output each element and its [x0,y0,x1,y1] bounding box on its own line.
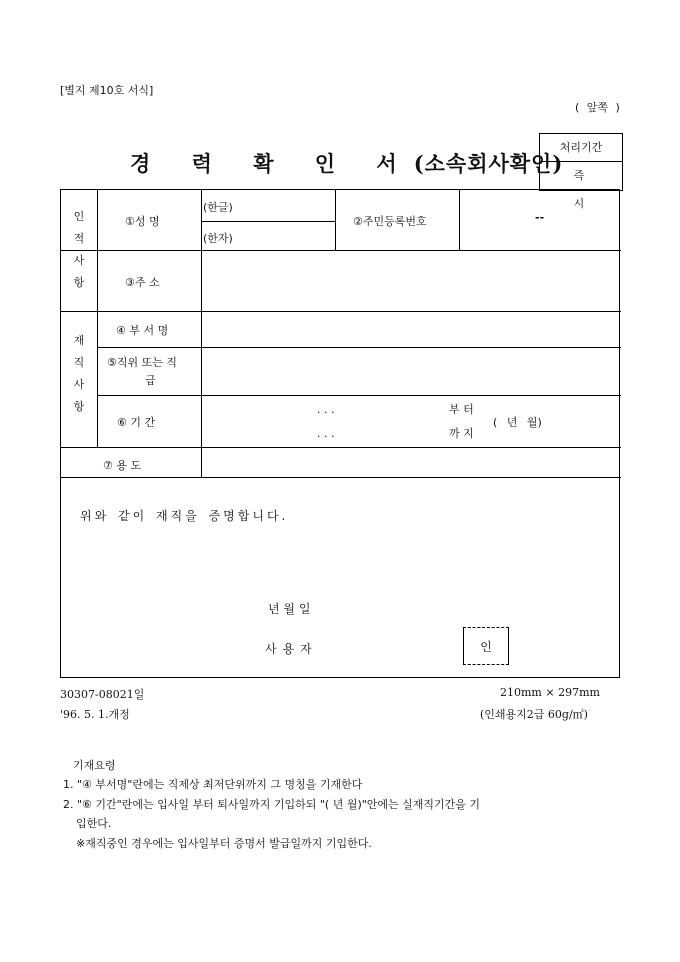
issue-date-line[interactable]: 년 월 일 [268,602,311,616]
period-to-label: 까 지 [449,427,474,440]
col-line [459,190,460,250]
title-main: 경 력 확 인 서 [130,151,414,176]
certification-text: 위와 같이 재직을 증명합니다. [80,509,289,523]
notes-heading: 기재요령 [73,759,116,772]
form-code: 30307-08021일 [60,688,145,701]
resident-number-label: ②주민등록번호 [353,215,427,228]
note-item: ※재직중인 경우에는 입사일부터 증명서 발급일까지 기입한다. [76,837,372,850]
user-label: 사용자 [265,642,318,656]
row-line [61,447,621,448]
page-title [130,148,563,178]
processing-period-label: 처리기간 [540,134,622,162]
paper-size: 210mm × 297mm [500,686,600,699]
row-line [97,395,621,396]
name-divider [201,221,335,222]
employment-section-label: 재 직 사 항 [73,334,85,413]
seal-label: 인 [480,640,492,654]
address-label: ③주 소 [125,276,160,289]
col-line [97,190,98,447]
paper-spec: (인쇄용지2급 60g/㎡) [480,708,588,721]
position-label-cont: 급 [145,374,156,387]
period-from-label: 부 터 [449,403,474,416]
name-label: ①성 명 [125,215,160,228]
name-hanja-field[interactable]: (한자) [203,232,233,245]
period-duration[interactable]: ( 년 월) [493,416,542,429]
row-line [97,347,621,348]
row-line [61,250,621,251]
note-item: 1. "④ 부서명"란에는 직제상 최저단위까지 그 명칭을 기재한다 [63,778,363,791]
processing-period-box [539,133,623,210]
name-korean-field[interactable]: (한글) [203,201,233,214]
department-label: ④ 부 서 명 [116,324,169,337]
resident-number-field[interactable]: -- [535,211,545,224]
row-line [61,477,621,478]
seal-box[interactable] [463,627,509,665]
career-form-table [60,189,620,678]
col-line [201,190,202,477]
form-reference: [별지 제10호 서식] [60,84,154,97]
purpose-label: ⑦ 용 도 [103,459,142,472]
period-from-date[interactable]: . . . [317,403,335,416]
period-to-date[interactable]: . . . [317,427,335,440]
personal-section-label: 인 적 사 항 [73,210,85,289]
note-item: 입한다. [76,817,112,830]
title-sub: (소속회사확인) [413,151,564,176]
section-line [61,311,621,312]
period-label: ⑥ 기 간 [117,416,156,429]
processing-period-value: 즉 시 [573,169,603,210]
revision-date: '96. 5. 1.개정 [60,708,130,721]
front-side-label: ( 앞쪽 ) [575,101,620,114]
position-label: ⑤직위 또는 직 [107,356,177,369]
col-line [335,190,336,250]
note-item: 2. "⑥ 기간"란에는 입사일 부터 퇴사일까지 기입하되 "( 년 월)"안에는 실재직기간을 기 [63,798,481,811]
